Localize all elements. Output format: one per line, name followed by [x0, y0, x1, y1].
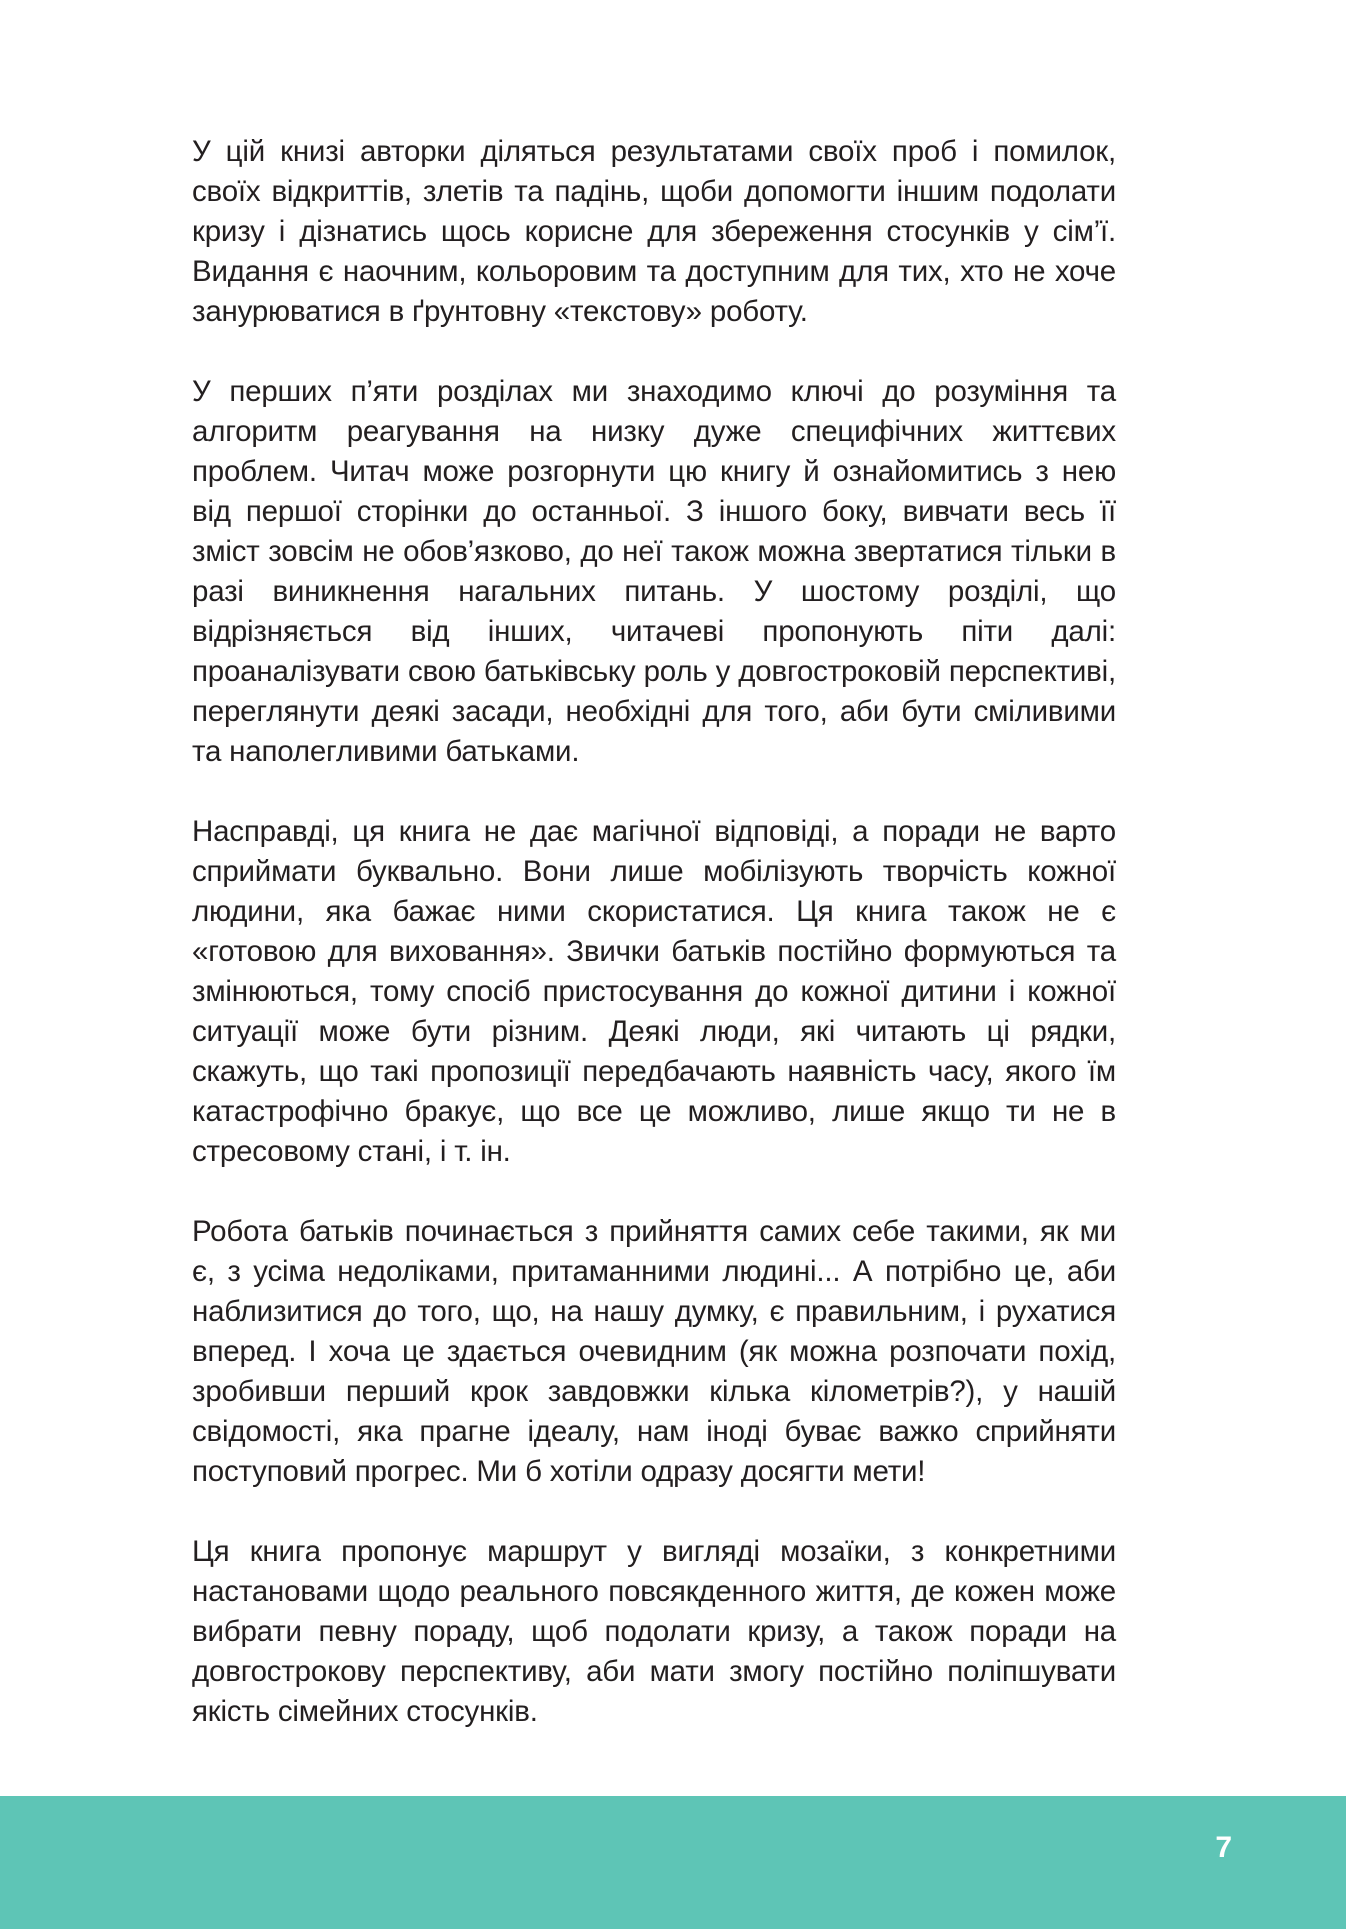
paragraph-5: Ця книга пропонує маршрут у вигляді мозаїки, з конкретними настановами щодо реального повсякденного життя, де кожен може вибрати певну пораду, щоб подолати кризу, а також поради на довгострокову перспективу, аби мати змогу постійно поліпшувати якість сімейних стосунків.	[192, 1535, 1116, 1728]
paragraph-1: У цій книзі авторки діляться результатами своїх проб і помилок, своїх відкриттів, злетів та падінь, щоби допомогти іншим подолати кризу і дізнатись щось корисне для збереження стосунків у сім’ї. Видання є наочним, кольоровим та доступним для тих, хто не хоче занурюватися в ґрунтовну «текстову» роботу.	[192, 135, 1116, 328]
paragraph-4: Робота батьків починається з прийняття самих себе такими, як ми є, з усіма недоліками, притаманними людині... А потрібно це, аби наблизитися до того, що, на нашу думку, є правильним, і рухатися вперед. І хоча це здається очевидним (як можна розпочати похід, зробивши перший крок завдовжки кілька кілометрів?), у нашій свідомості, яка прагне ідеалу, нам іноді буває важко сприйняти поступовий прогрес. Ми б хотіли одразу досягти мети!	[192, 1215, 1116, 1488]
body-text	[192, 132, 1116, 1772]
footer-band	[0, 1796, 1346, 1929]
paragraph-2: У перших п’яти розділах ми знаходимо ключі до розуміння та алгоритм реагування на низку дуже специфічних життєвих проблем. Читач може розгорнути цю книгу й ознайомитись з нею від першої сторінки до останньої. З іншого боку, вивчати весь її зміст зовсім не обов’язково, до неї також можна звертатися тільки в разі виникнення нагальних питань. У шостому розділі, що відрізняється від інших, читачеві пропонують піти далі: проаналізувати свою батьківську роль у довгостроковій перспективі, переглянути деякі засади, необхідні для того, аби бути сміливими та наполегливими батьками.	[192, 375, 1116, 768]
page-number: 7	[1215, 1831, 1232, 1864]
paragraph-3: Насправді, ця книга не дає магічної відповіді, а поради не варто сприймати буквально. Вони лише мобілізують творчість кожної людини, яка бажає ними скористатися. Ця книга також не є «готовою для виховання». Звички батьків постійно формуються та змінюються, тому спосіб пристосування до кожної дитини і кожної ситуації може бути різним. Деякі люди, які читають ці рядки, скажуть, що такі пропозиції передбачають наявність часу, якого їм катастрофічно бракує, що все це можливо, лише якщо ти не в стресовому стані, і т. ін.	[192, 815, 1116, 1168]
